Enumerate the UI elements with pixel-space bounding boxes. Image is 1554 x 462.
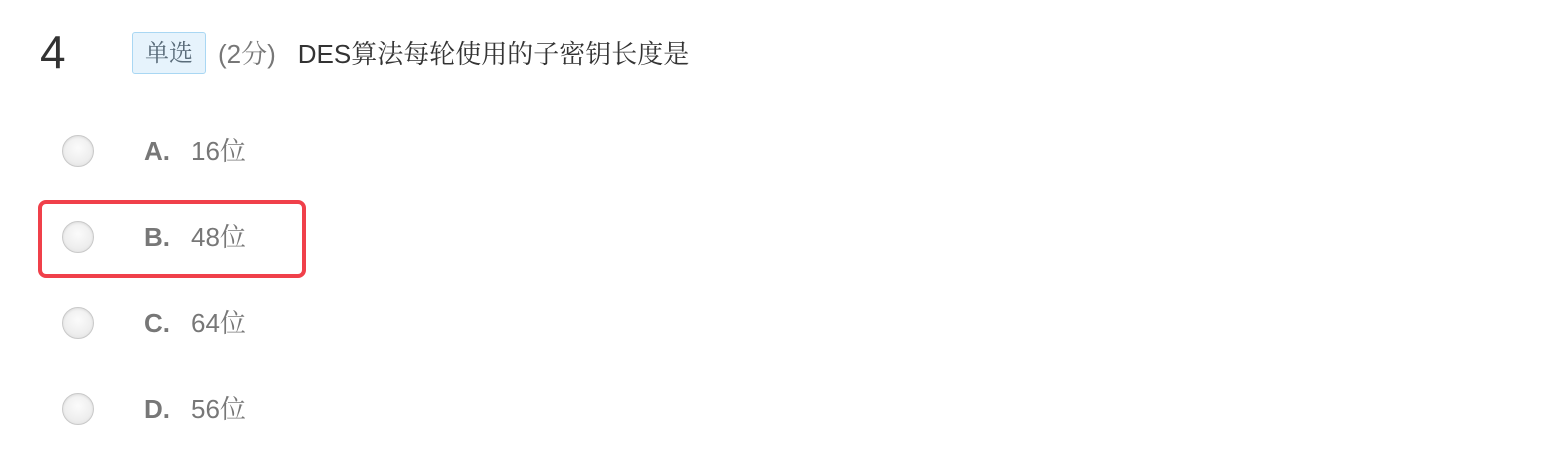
option-letter: D. [144,394,170,424]
option-letter: C. [144,308,170,338]
option-letter: A. [144,136,170,166]
radio-button-b[interactable] [62,221,94,253]
option-b[interactable] [38,199,306,275]
option-text: 56位 [191,394,246,424]
question-number: 4 [40,26,66,78]
option-a[interactable] [38,113,306,189]
question-text: DES算法每轮使用的子密钥长度是 [297,38,690,69]
option-letter: B. [144,222,170,252]
radio-button-c[interactable] [62,307,94,339]
option-c[interactable] [38,285,306,361]
option-text: 64位 [191,308,246,338]
question-type-badge: 单选 [132,32,206,74]
question-header [40,26,689,78]
radio-button-d[interactable] [62,393,94,425]
option-text: 16位 [191,136,246,166]
radio-button-a[interactable] [62,135,94,167]
question-score: (2分) [218,38,276,69]
option-text: 48位 [191,222,246,252]
option-d[interactable] [38,371,306,447]
